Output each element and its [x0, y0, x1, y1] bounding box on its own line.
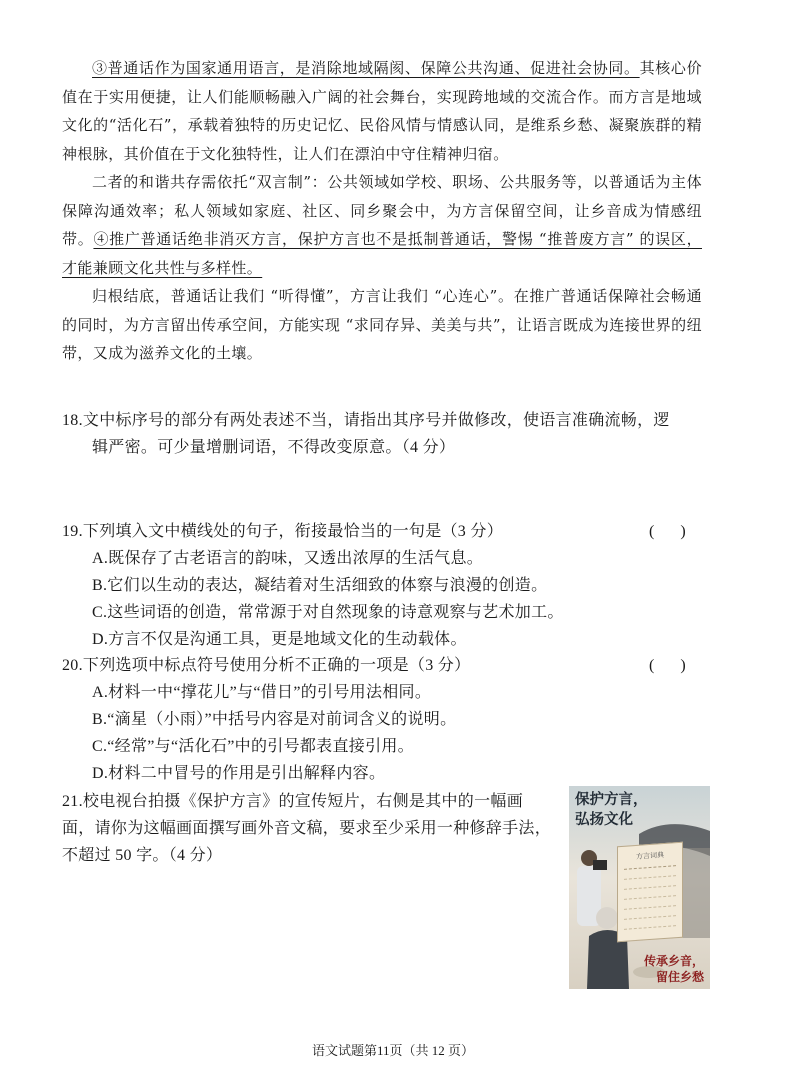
- dialect-poster-image: [569, 786, 710, 989]
- question-21: [62, 788, 552, 869]
- dialect-dictionary-book: 方言词典: [617, 842, 683, 943]
- option-a: A.既保存了古老语言的韵味，又透出浓厚的生活气息。: [92, 550, 484, 567]
- option-b: B.“滴星（小雨）”中括号内容是对前词含义的说明。: [92, 711, 457, 728]
- poster-title: 保护方言， 弘扬文化: [575, 792, 648, 828]
- option-d: D.方言不仅是沟通工具，更是地域文化的生动载体。: [92, 631, 467, 648]
- option-d: D.材料二中冒号的作用是引出解释内容。: [92, 765, 386, 782]
- underlined-sentence-3: ③普通话作为国家通用语言，是消除地域隔阂、保障公共沟通、促进社会协同。: [92, 59, 640, 77]
- passage-paragraph-1: [62, 54, 702, 168]
- option-c: C.“经常”与“活化石”中的引号都表直接引用。: [92, 738, 414, 755]
- question-18-stem-cont: 辑严密。可少量增删词语，不得改变原意。（4 分）: [92, 439, 456, 456]
- underlined-sentence-4: ④推广普通话绝非消灭方言，保护方言也不是抵制普通话，警惕 “推普废方言” 的误区，才能兼顾文化共性与多样性。: [62, 230, 702, 277]
- reading-passage: [62, 54, 702, 368]
- question-19-stem: 19.下列填入文中横线处的句子，衔接最恰当的一句是（3 分）: [62, 523, 504, 540]
- question-19: [62, 518, 692, 653]
- passage-paragraph-3: 归根结底，普通话让我们 “听得懂”，方言让我们 “心连心”。在推广普通话保障社会畅通的同时，为方言留出传承空间，方能实现 “求同存异、美美与共”，让语言既成为连接世界的纽带，又成为滋养文化的土壤。: [62, 287, 702, 362]
- option-b: B.它们以生动的表达，凝结着对生活细致的体察与浪漫的创造。: [92, 577, 548, 594]
- question-20-stem: 20.下列选项中标点符号使用分析不正确的一项是（3 分）: [62, 657, 471, 674]
- option-a: A.材料一中“撑花儿”与“借日”的引号用法相同。: [92, 684, 432, 701]
- passage-paragraph-2: [62, 168, 702, 282]
- page-footer: 语文试题第11页（共 12 页）: [311, 1043, 475, 1058]
- poster-slogan: 传承乡音， 留住乡愁: [643, 954, 704, 984]
- passage-text: 其核心价值在于实用便捷，让人们能顺畅融入广阔的社会舞台，实现跨地域的交流合作。而方言是地域文化的“活化石”，承载着独特的历史记忆、民俗风情与情感认同，是维系乡愁、凝聚族群的精神根脉，其价值在于文化独特性，让人们在漂泊中守住精神归宿。: [62, 59, 702, 163]
- passage-text: 二者的和谐共存需依托“双言制”：公共领域如学校、职场、公共服务等，以普通话为主体保障沟通效率；私人领域如家庭、社区、同乡聚会中，为方言保留空间，让乡音成为情感纽带。: [62, 173, 702, 248]
- answer-blank[interactable]: ( ): [648, 523, 686, 540]
- option-c: C.这些词语的创造，常常源于对自然现象的诗意观察与艺术加工。: [92, 604, 564, 621]
- question-18: [62, 407, 692, 461]
- answer-blank[interactable]: ( ): [648, 657, 686, 674]
- question-20: [62, 652, 692, 787]
- question-18-stem: 18.文中标序号的部分有两处表述不当，请指出其序号并做修改，使语言准确流畅，逻: [62, 412, 670, 429]
- question-21-stem: 21.校电视台拍摄《保护方言》的宣传短片，右侧是其中的一幅画面，请你为这幅画面撰写画外音文稿，要求至少采用一种修辞手法，不超过 50 字。（4 分）: [62, 793, 552, 864]
